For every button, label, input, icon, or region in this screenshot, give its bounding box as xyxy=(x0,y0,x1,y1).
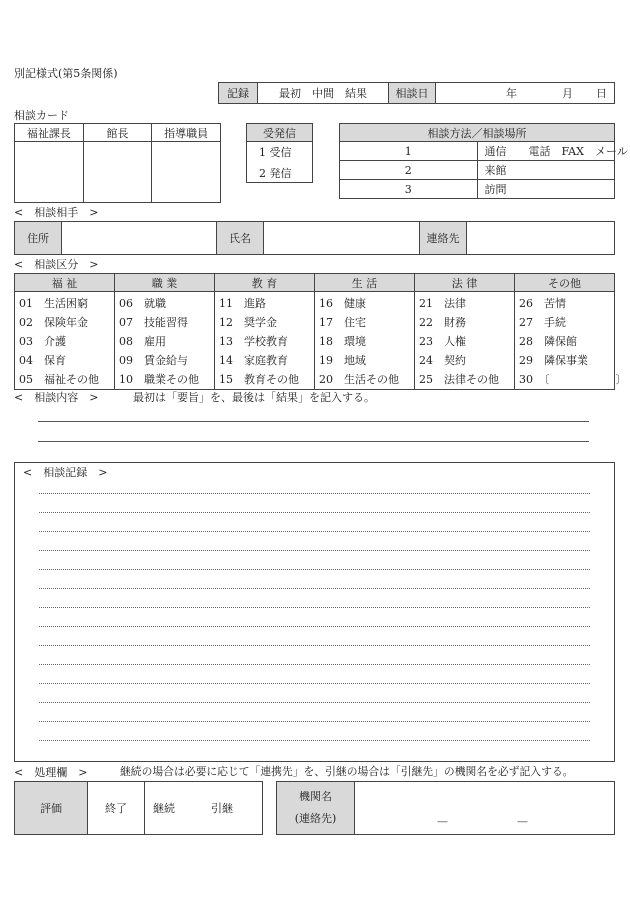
category-item[interactable]: 05 福祉その他 xyxy=(19,373,99,386)
category-item[interactable]: 22 財務 xyxy=(419,316,466,329)
category-item[interactable]: 14 家庭教育 xyxy=(219,354,288,367)
kikanmei-label: 機関名 xyxy=(299,790,332,803)
category-item[interactable]: 11 進路 xyxy=(219,297,266,310)
category-col-2 xyxy=(115,292,215,390)
record-header-table xyxy=(218,82,615,104)
method-no-3: 3 xyxy=(340,180,478,199)
kiroku-options[interactable]: 最初 中間 結果 xyxy=(258,83,389,104)
address-field[interactable] xyxy=(62,222,217,255)
method-text-1[interactable]: 通信 電話 FAX メール xyxy=(477,142,615,161)
category-item[interactable]: 01 生活困窮 xyxy=(19,297,88,310)
approval-col-2: 館長 xyxy=(83,124,152,142)
category-item[interactable]: 21 法律 xyxy=(419,297,466,310)
category-col-title-1: 福 祉 xyxy=(15,274,115,292)
category-item[interactable]: 03 介護 xyxy=(19,335,66,348)
record-line[interactable] xyxy=(39,740,590,741)
approval-table xyxy=(14,123,221,203)
method-title: 相談方法／相談場所 xyxy=(340,124,615,142)
category-col-title-2: 職 業 xyxy=(115,274,215,292)
record-line[interactable] xyxy=(39,702,590,703)
category-item[interactable]: 18 環境 xyxy=(319,335,366,348)
soudanbi-label: 相談日 xyxy=(389,83,436,104)
category-item[interactable]: 09 賃金給与 xyxy=(119,354,188,367)
address-label: 住所 xyxy=(15,222,62,255)
method-no-2: 2 xyxy=(340,161,478,180)
record-line[interactable] xyxy=(39,569,590,570)
category-col-6 xyxy=(515,292,627,390)
record-line[interactable] xyxy=(39,512,590,513)
method-text-2[interactable]: 来館 xyxy=(477,161,615,180)
category-item[interactable]: 16 健康 xyxy=(319,297,366,310)
category-col-3 xyxy=(215,292,315,390)
method-text-3[interactable]: 訪問 xyxy=(477,180,615,199)
category-item[interactable]: 20 生活その他 xyxy=(319,373,399,386)
category-col-1 xyxy=(15,292,115,390)
record-heading: < 相談記録 > xyxy=(23,466,108,479)
name-label: 氏名 xyxy=(217,222,264,255)
approval-col-1: 福祉課長 xyxy=(15,124,84,142)
keizoku-hikitsugi-cell xyxy=(145,782,263,835)
category-item[interactable]: 15 教育その他 xyxy=(219,373,299,386)
phone-dash-1: — xyxy=(437,815,448,828)
method-no-1: 1 xyxy=(340,142,478,161)
category-item[interactable]: 02 保険年金 xyxy=(19,316,88,329)
category-col-4 xyxy=(315,292,415,390)
approval-stamp-3[interactable] xyxy=(152,142,221,203)
record-line[interactable] xyxy=(39,721,590,722)
category-col-title-4: 生 活 xyxy=(315,274,415,292)
category-item[interactable]: 27 手続 xyxy=(519,316,566,329)
category-item[interactable]: 08 雇用 xyxy=(119,335,166,348)
hyouka-label: 評価 xyxy=(15,782,88,835)
record-line[interactable] xyxy=(39,683,590,684)
category-item[interactable]: 19 地域 xyxy=(319,354,366,367)
category-col-title-5: 法 律 xyxy=(415,274,515,292)
keizoku-option[interactable]: 継続 xyxy=(153,802,175,815)
category-item[interactable]: 12 奨学金 xyxy=(219,316,277,329)
disposal-heading: < 処理欄 > xyxy=(14,766,88,779)
reception-table xyxy=(246,123,313,183)
record-line[interactable] xyxy=(39,607,590,608)
category-item[interactable]: 28 隣保館 xyxy=(519,335,577,348)
category-item[interactable]: 23 人権 xyxy=(419,335,466,348)
contact-label: 連絡先 xyxy=(420,222,467,255)
category-heading: < 相談区分 > xyxy=(14,258,99,271)
content-note: 最初は「要旨」を、最後は「結果」を記入する。 xyxy=(133,391,375,404)
record-line[interactable] xyxy=(39,588,590,589)
partner-heading: < 相談相手 > xyxy=(14,206,99,219)
kiroku-label: 記録 xyxy=(219,83,258,104)
soudanbi-field[interactable] xyxy=(436,83,615,104)
category-item[interactable]: 30 〔 〕 xyxy=(519,373,627,386)
approval-stamp-2[interactable] xyxy=(83,142,152,203)
category-item[interactable]: 10 職業その他 xyxy=(119,373,199,386)
approval-col-3: 指導職員 xyxy=(152,124,221,142)
name-field[interactable] xyxy=(264,222,420,255)
record-line[interactable] xyxy=(39,493,590,494)
month-label: 月 xyxy=(562,87,573,100)
agency-field[interactable] xyxy=(355,782,615,835)
reception-title: 受発信 xyxy=(247,124,313,142)
contact-field[interactable] xyxy=(467,222,615,255)
renrakusaki-label: (連絡先) xyxy=(294,812,337,825)
category-item[interactable]: 25 法律その他 xyxy=(419,373,499,386)
content-heading: < 相談内容 > xyxy=(14,391,99,404)
method-table xyxy=(339,123,628,199)
content-line-2[interactable] xyxy=(38,441,589,442)
reception-outgoing[interactable]: 2 発信 xyxy=(259,167,292,180)
year-label: 年 xyxy=(506,87,517,100)
record-line[interactable] xyxy=(39,645,590,646)
partner-table xyxy=(14,221,615,255)
shuryo-option[interactable]: 終了 xyxy=(88,782,145,835)
agency-table xyxy=(276,781,615,835)
category-col-5 xyxy=(415,292,515,390)
category-table xyxy=(14,273,627,390)
category-col-title-3: 教 育 xyxy=(215,274,315,292)
content-line-1[interactable] xyxy=(38,421,589,422)
category-item[interactable]: 17 住宅 xyxy=(319,316,366,329)
category-item[interactable]: 13 学校教育 xyxy=(219,335,288,348)
evaluation-table xyxy=(14,781,263,835)
disposal-note: 継続の場合は必要に応じて「連携先」を、引継の場合は「引継先」の機関名を必ず記入する。 xyxy=(120,765,574,778)
category-col-title-6: その他 xyxy=(515,274,615,292)
category-item[interactable]: 06 就職 xyxy=(119,297,166,310)
record-line[interactable] xyxy=(39,664,590,665)
hikitsugi-option[interactable]: 引継 xyxy=(211,802,233,815)
record-box xyxy=(14,462,615,762)
phone-dash-2: — xyxy=(517,815,528,828)
day-label: 日 xyxy=(596,87,607,100)
category-item[interactable]: 24 契約 xyxy=(419,354,466,367)
agency-label-cell xyxy=(277,782,355,835)
record-line[interactable] xyxy=(39,626,590,627)
category-item[interactable]: 04 保育 xyxy=(19,354,66,367)
reception-incoming[interactable]: 1 受信 xyxy=(259,146,292,159)
category-item[interactable]: 26 苦情 xyxy=(519,297,566,310)
approval-stamp-1[interactable] xyxy=(15,142,84,203)
card-title: 相談カード xyxy=(14,109,69,122)
record-line[interactable] xyxy=(39,550,590,551)
category-item[interactable]: 29 隣保事業 xyxy=(519,354,588,367)
category-item[interactable]: 07 技能習得 xyxy=(119,316,188,329)
record-line[interactable] xyxy=(39,531,590,532)
form-title: 別記様式(第5条関係) xyxy=(14,67,118,80)
